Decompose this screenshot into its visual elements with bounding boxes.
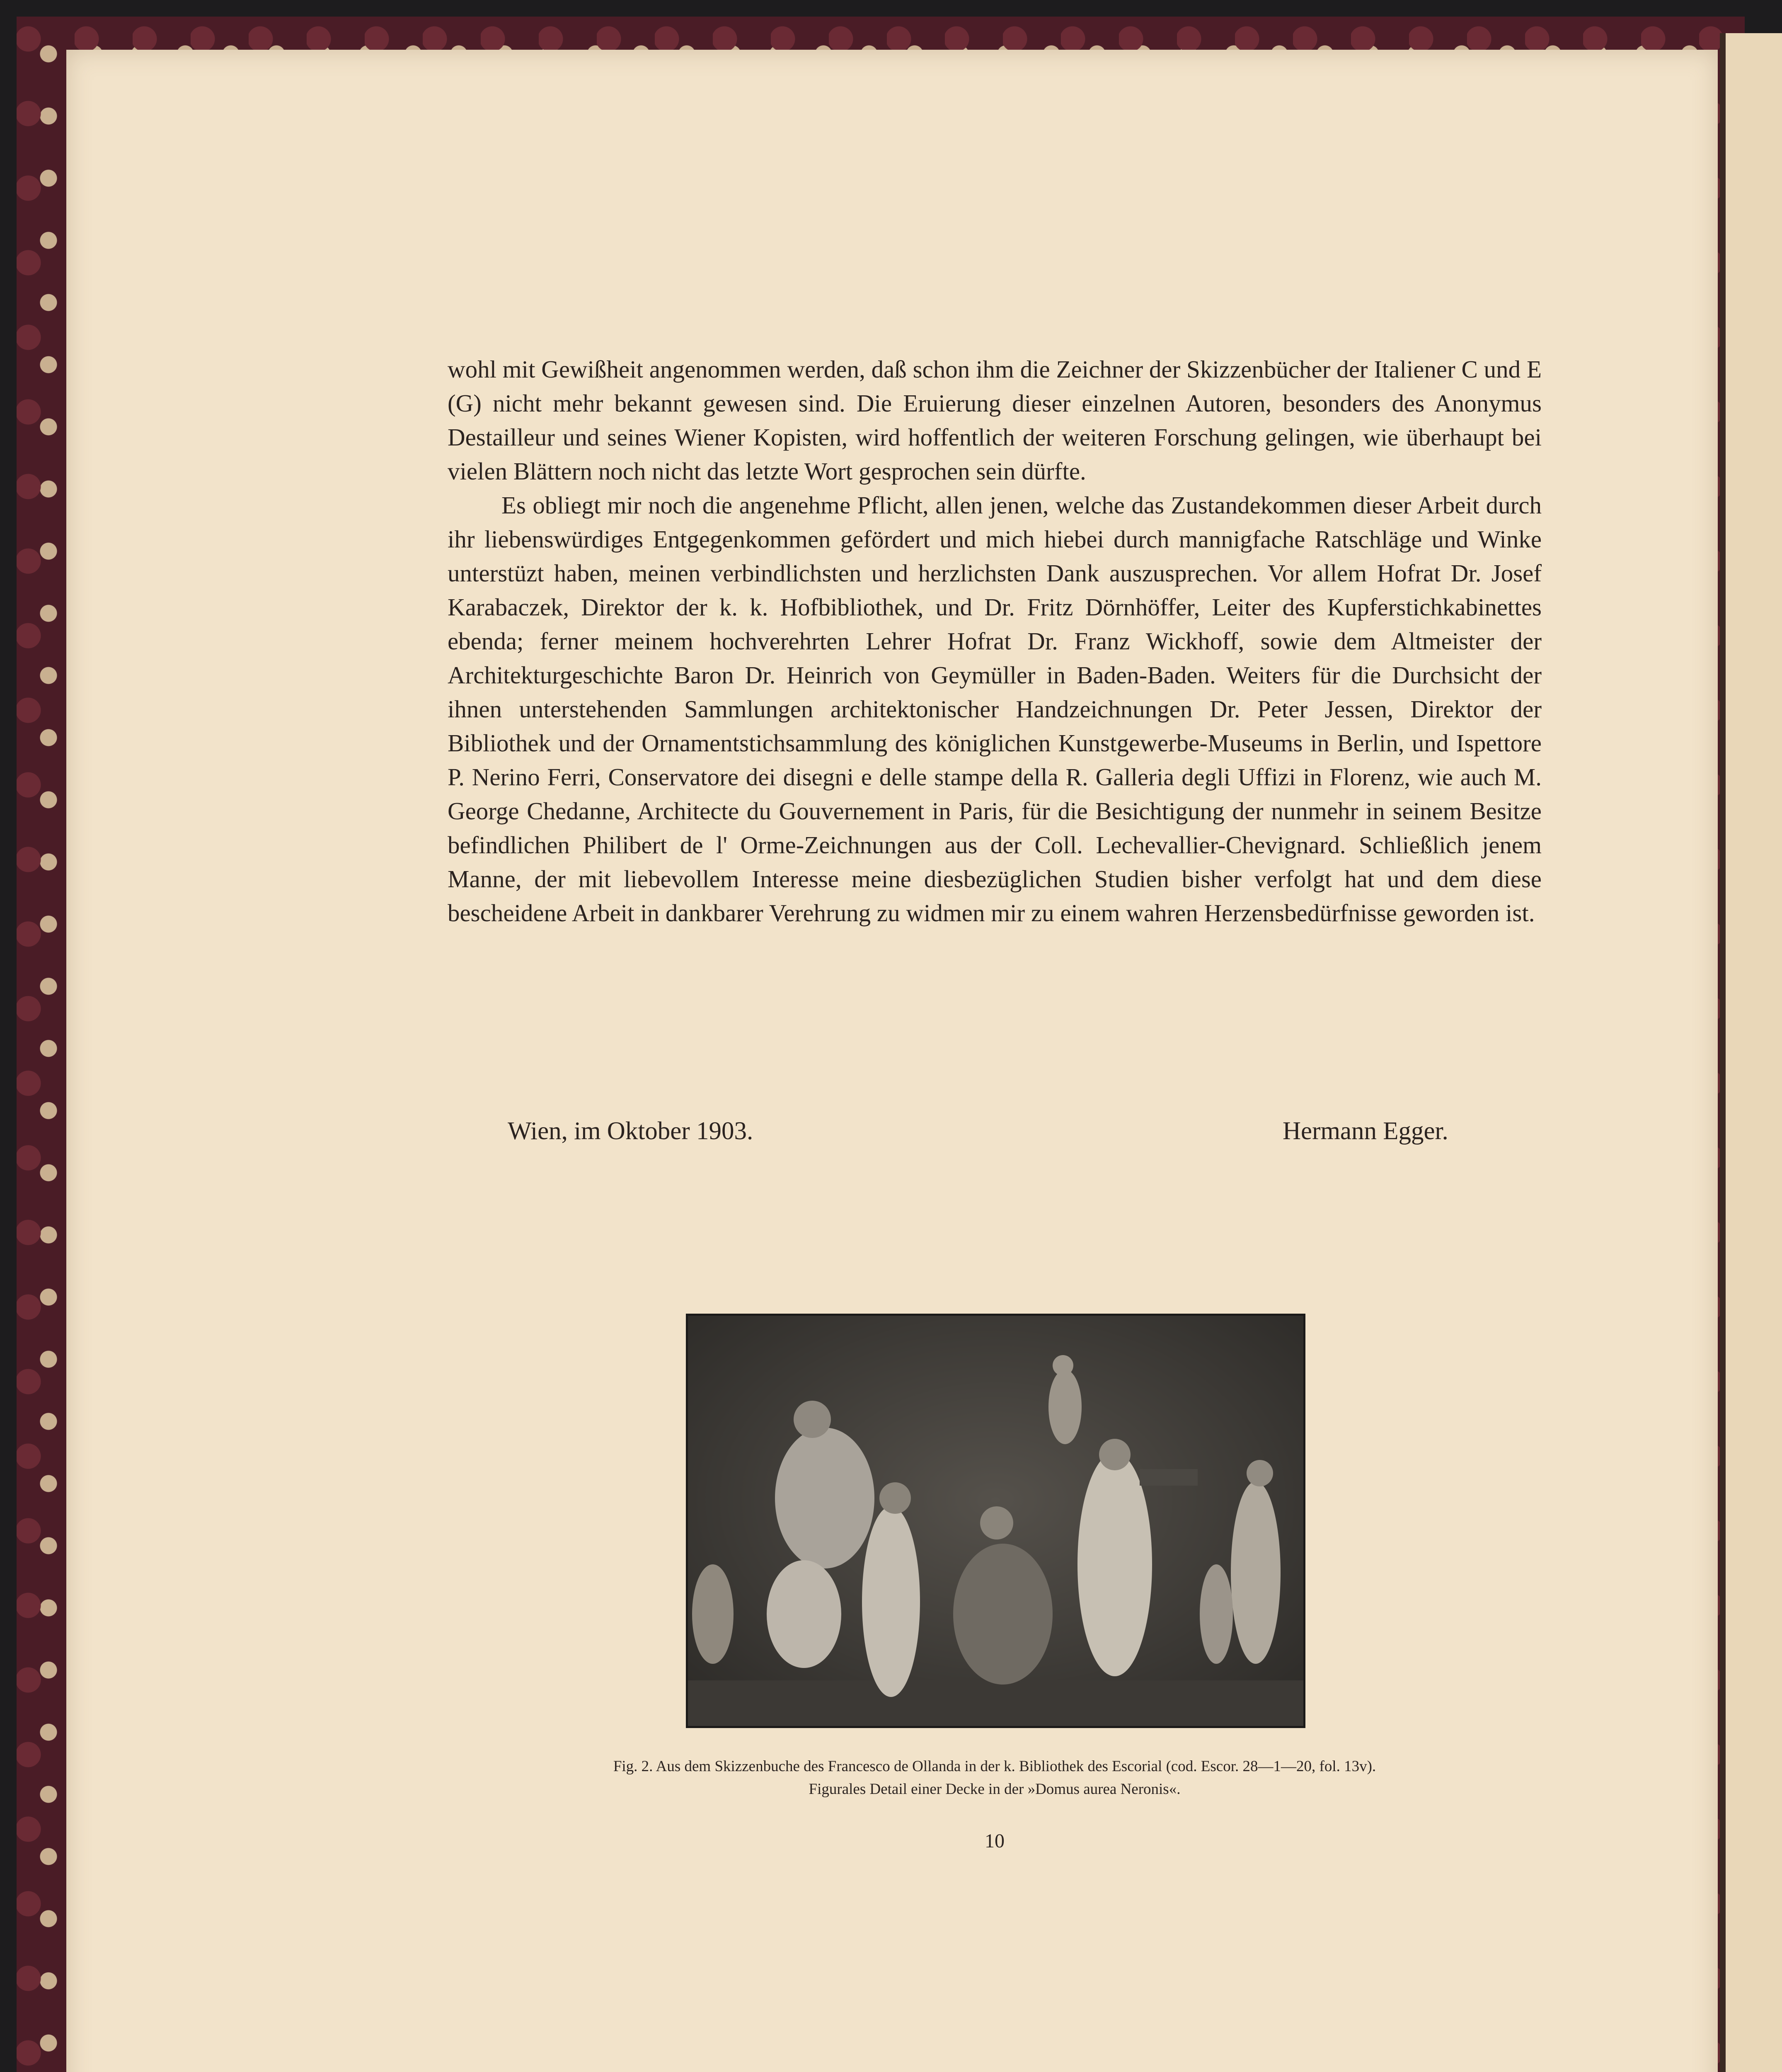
author-signature: Hermann Egger. [1283, 1117, 1448, 1145]
figure-cherub-left [692, 1564, 734, 1664]
caption-line-2: Figurales Detail einer Decke in der »Domus aurea Neronis«. [809, 1781, 1181, 1798]
figure-illustration [686, 1314, 1305, 1728]
figure-caption [448, 1755, 1542, 1801]
place-date: Wien, im Oktober 1903. [508, 1117, 753, 1145]
next-page-edge [1720, 33, 1782, 2072]
paragraph-2: Es obliegt mir noch die angenehme Pflicht, allen jenen, welche das Zustandekommen dieser Arbeit durch ihr liebenswürdiges Entgegenkommen gefördert und mich hiebei durch mannigfache Ratschläge und Winke unterstüzt haben, meinen verbindlichsten und herzlichsten Dank auszusprechen. Vor allem Hofrat Dr. Josef Karabaczek, Direktor der k. k. Hofbibliothek, und Dr. Fritz Dörnhöffer, Leiter des Kupferstichkabinettes ebenda; ferner meinem hochverehrten Lehrer Hofrat Dr. Franz Wickhoff, sowie dem Altmeister der Architekturgeschichte Baron Dr. Heinrich von Geymüller in Baden-Baden. Weiters für die Durchsicht der ihnen unterstehenden Sammlungen architektonischer Handzeichnungen Dr. Peter Jessen, Direktor der Bibliothek und der Ornamentstichsammlung des königlichen Kunstgewerbe-Museums in Berlin, und Ispettore P. Nerino Ferri, Conservatore dei disegni e delle stampe della R. Galleria degli Uffizi in Florenz, wie auch M. George Chedanne, Architecte du Gouvernement in Paris, für die Besichtigung der nunmehr in seinem Besitze befindlichen Philibert de l' Orme-Zeichnungen aus der Coll. Lechevallier-Chevignard. Schließlich jenem Manne, der mit liebevollem Interesse meine diesbezüglichen Studien bisher verfolgt hat und dem diese bescheidene Arbeit in dankbarer Verehrung zu widmen mir zu einem wahren Herzensbedürfnisse geworden ist. [448, 491, 1542, 927]
body-text [448, 352, 1542, 930]
figure-drawing [688, 1316, 1303, 1726]
page-number: 10 [985, 1830, 1005, 1852]
paragraph-1: wohl mit Gewißheit angenommen werden, daß schon ihm die Zeichner der Skizzenbücher der Italiener C und E (G) nicht mehr bekannt gewesen sind. Die Eruierung dieser einzelnen Autoren, besonders des Anonymus Destailleur und seines Wiener Kopisten, wird hoffentlich der weiteren Forschung gelingen, wie überhaupt bei vielen Blättern noch nicht das letzte Wort gesprochen sein dürfte. [448, 356, 1542, 485]
caption-line-1: Fig. 2. Aus dem Skizzenbuche des Francesco de Ollanda in der k. Bibliothek des Escorial (cod. Escor. 28—1—20, fol. 13v). [613, 1758, 1376, 1775]
